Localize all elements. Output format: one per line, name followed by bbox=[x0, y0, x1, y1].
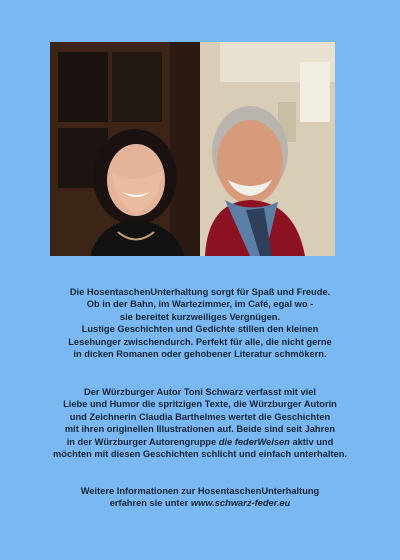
portrait-photo-icon bbox=[50, 42, 335, 256]
text-line: Weitere Informationen zur HosentaschenUnterhaltung bbox=[80, 486, 320, 496]
intro-paragraph bbox=[0, 286, 400, 360]
info-paragraph bbox=[0, 485, 400, 510]
text-line: Lustige Geschichten und Gedichte stillen den kleinen bbox=[81, 324, 319, 335]
authors-paragraph bbox=[0, 386, 400, 460]
text-line: in dicken Romanen oder gehobener Literatur schmökern. bbox=[73, 349, 327, 360]
text-line bbox=[0, 497, 400, 509]
text-segment: in der Würzburger Autorengruppe bbox=[66, 436, 219, 447]
text-line: sie bereitet kurzweiliges Vergnügen. bbox=[119, 311, 281, 322]
website-link[interactable]: www.schwarz-feder.eu bbox=[190, 498, 291, 509]
text-line: und Zeichnerin Claudia Barthelmes wertet die Geschichten bbox=[69, 411, 331, 422]
text-line: möchten mit diesen Geschichten schlicht und einfach unterhalten. bbox=[53, 449, 347, 460]
group-name: die federWeisen bbox=[218, 436, 290, 447]
text-line: mit ihren originellen Illustrationen auf. Beide sind seit Jahren bbox=[64, 424, 336, 435]
text-line bbox=[0, 436, 400, 448]
text-line: Liebe und Humor die spritzigen Texte, die Würzburger Autorin bbox=[63, 399, 337, 410]
text-line: Ob in der Bahn, im Wartezimmer, im Café, egal wo - bbox=[86, 299, 314, 310]
text-line: Die HosentaschenUnterhaltung sorgt für Spaß und Freude. bbox=[69, 287, 331, 297]
text-segment: erfahren sie unter bbox=[109, 498, 191, 509]
text-line: Lesehunger zwischendurch. Perfekt für alle, die nicht gerne bbox=[68, 336, 332, 347]
text-line: Der Würzburger Autor Toni Schwarz verfasst mit viel bbox=[84, 387, 316, 397]
portrait-photo bbox=[50, 42, 335, 256]
text-segment: aktiv und bbox=[289, 436, 334, 447]
